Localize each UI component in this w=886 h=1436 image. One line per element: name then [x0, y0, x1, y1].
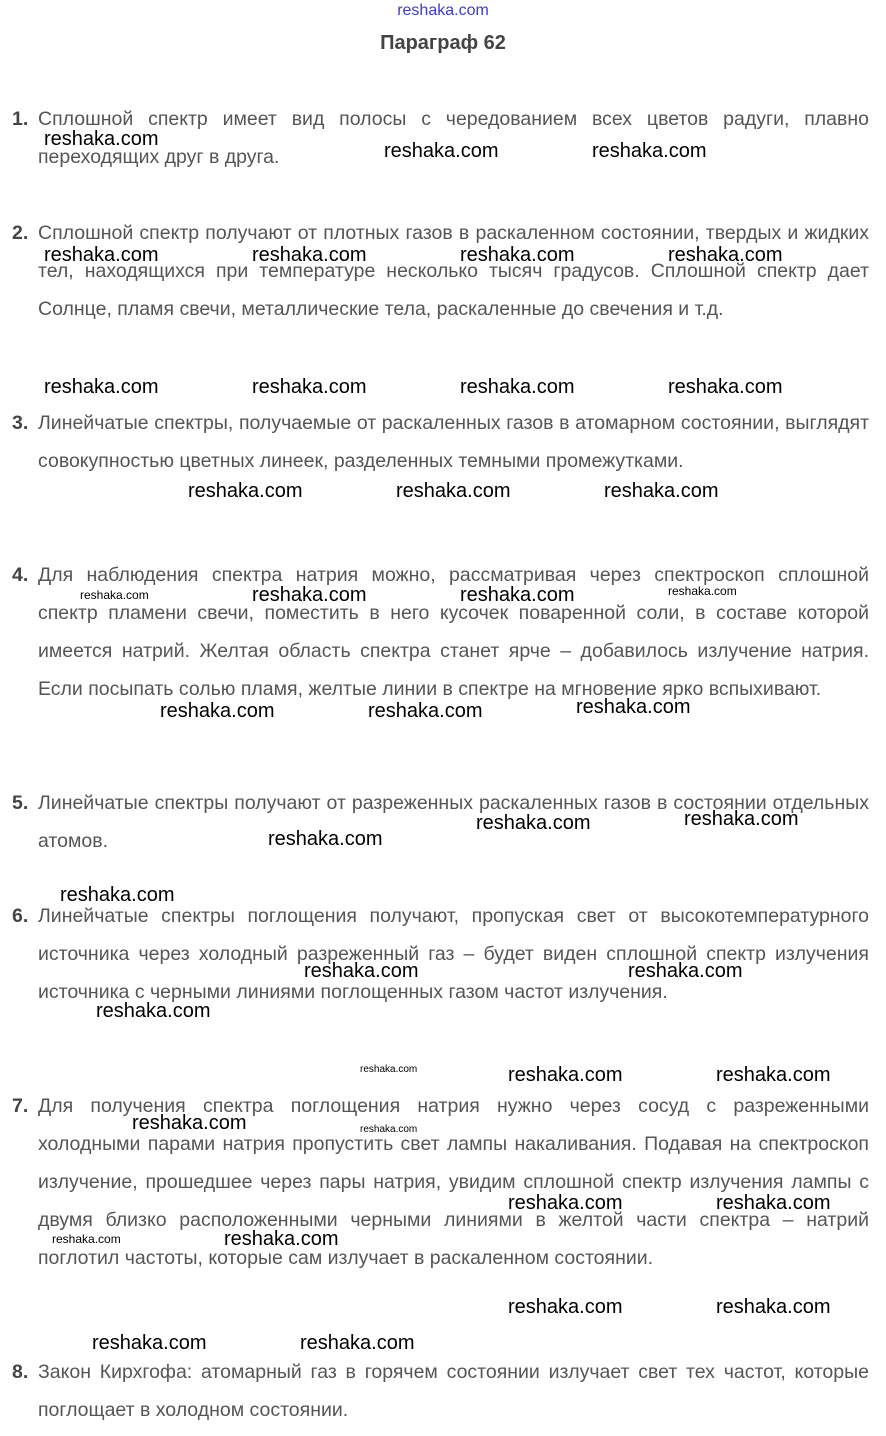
watermark: reshaka.com	[368, 700, 483, 722]
watermark: reshaka.com	[628, 960, 743, 982]
watermark: reshaka.com	[44, 244, 159, 266]
watermark: reshaka.com	[44, 376, 159, 398]
list-item-4	[12, 556, 869, 708]
item-number: 8.	[12, 1361, 29, 1383]
list-item-2	[12, 214, 869, 328]
watermark: reshaka.com	[508, 1064, 623, 1086]
item-number: 5.	[12, 792, 29, 814]
watermark: reshaka.com	[716, 1296, 831, 1318]
watermark: reshaka.com	[92, 1332, 207, 1354]
watermark: reshaka.com	[160, 700, 275, 722]
watermark: reshaka.com	[396, 480, 511, 502]
watermark: reshaka.com	[384, 140, 499, 162]
watermark: reshaka.com	[132, 1112, 247, 1134]
watermark: reshaka.com	[668, 376, 783, 398]
watermark: reshaka.com	[716, 1192, 831, 1214]
list-item-8	[12, 1353, 869, 1429]
watermark: reshaka.com	[60, 884, 175, 906]
watermark: reshaka.com	[508, 1192, 623, 1214]
watermark: reshaka.com	[252, 376, 367, 398]
watermark: reshaka.com	[304, 960, 419, 982]
item-number: 7.	[12, 1095, 29, 1117]
watermark: reshaka.com	[508, 1296, 623, 1318]
watermark: reshaka.com	[52, 1232, 121, 1246]
watermark: reshaka.com	[668, 584, 737, 598]
watermark: reshaka.com	[44, 128, 159, 150]
watermark: reshaka.com	[80, 588, 149, 602]
item-text: Для наблюдения спектра натрия можно, рассматривая через спектроскоп сплошной спектр пламени свечи, поместить в него кусочек поваренной соли, в составе которой имеется натрий. Желтая область спектра станет ярче – добавилось излучение натрия. Если посыпать солью пламя, желтые линии в спектре на мгновение ярко вспыхивают.	[38, 564, 869, 700]
watermark: reshaka.com	[96, 1000, 211, 1022]
list-item-6	[12, 897, 869, 1011]
site-link[interactable]: reshaka.com	[397, 2, 489, 19]
watermark: reshaka.com	[576, 696, 691, 718]
watermark: reshaka.com	[252, 244, 367, 266]
item-text: Для получения спектра поглощения натрия нужно через сосуд с разреженными холодными парами натрия пропустить свет лампы накаливания. Подавая на спектроскоп излучение, прошедшее через пары натрия, увидим сплошной спектр излучения лампы с двумя близко расположенными черными линиями в желтой части спектра – натрий поглотил частоты, которые сам излучает в раскаленном состоянии.	[38, 1095, 869, 1269]
watermark: reshaka.com	[668, 244, 783, 266]
watermark: reshaka.com	[360, 1124, 418, 1135]
item-text: Линейчатые спектры поглощения получают, пропуская свет от высокотемпературного источника через холодный разреженный газ – будет виден сплошной спектр излучения источника с черными линиями поглощенных газом частот излучения.	[38, 905, 869, 1003]
item-number: 6.	[12, 905, 29, 927]
watermark: reshaka.com	[460, 244, 575, 266]
item-number: 3.	[12, 412, 29, 434]
list-item-3	[12, 404, 869, 480]
watermark: reshaka.com	[684, 808, 799, 830]
watermark: reshaka.com	[476, 812, 591, 834]
watermark: reshaka.com	[360, 1064, 418, 1075]
watermark: reshaka.com	[188, 480, 303, 502]
watermark: reshaka.com	[300, 1332, 415, 1354]
watermark: reshaka.com	[592, 140, 707, 162]
item-text: Линейчатые спектры получают от разреженных раскаленных газов в состоянии отдельных атомов.	[38, 792, 869, 852]
watermark: reshaka.com	[268, 828, 383, 850]
item-text: Сплошной спектр имеет вид полосы с чередованием всех цветов радуги, плавно переходящих друг в друга.	[38, 108, 869, 168]
watermark: reshaka.com	[604, 480, 719, 502]
watermark: reshaka.com	[716, 1064, 831, 1086]
watermark: reshaka.com	[224, 1228, 339, 1250]
item-text: Линейчатые спектры, получаемые от раскаленных газов в атомарном состоянии, выглядят совокупностью цветных линеек, разделенных темными промежутками.	[38, 412, 869, 472]
item-text: Сплошной спектр получают от плотных газов в раскаленном состоянии, твердых и жидких тел, находящихся при температуре несколько тысяч градусов. Сплошной спектр дает Солнце, пламя свечи, металлические тела, раскаленные до свечения и т.д.	[38, 222, 869, 320]
item-text: Закон Кирхгофа: атомарный газ в горячем состоянии излучает свет тех частот, которые поглощает в холодном состоянии.	[38, 1361, 869, 1421]
item-number: 1.	[12, 108, 29, 130]
item-number: 2.	[12, 222, 29, 244]
watermark: reshaka.com	[252, 584, 367, 606]
page-title: Параграф 62	[380, 32, 506, 54]
item-number: 4.	[12, 564, 29, 586]
watermark: reshaka.com	[460, 376, 575, 398]
watermark: reshaka.com	[460, 584, 575, 606]
